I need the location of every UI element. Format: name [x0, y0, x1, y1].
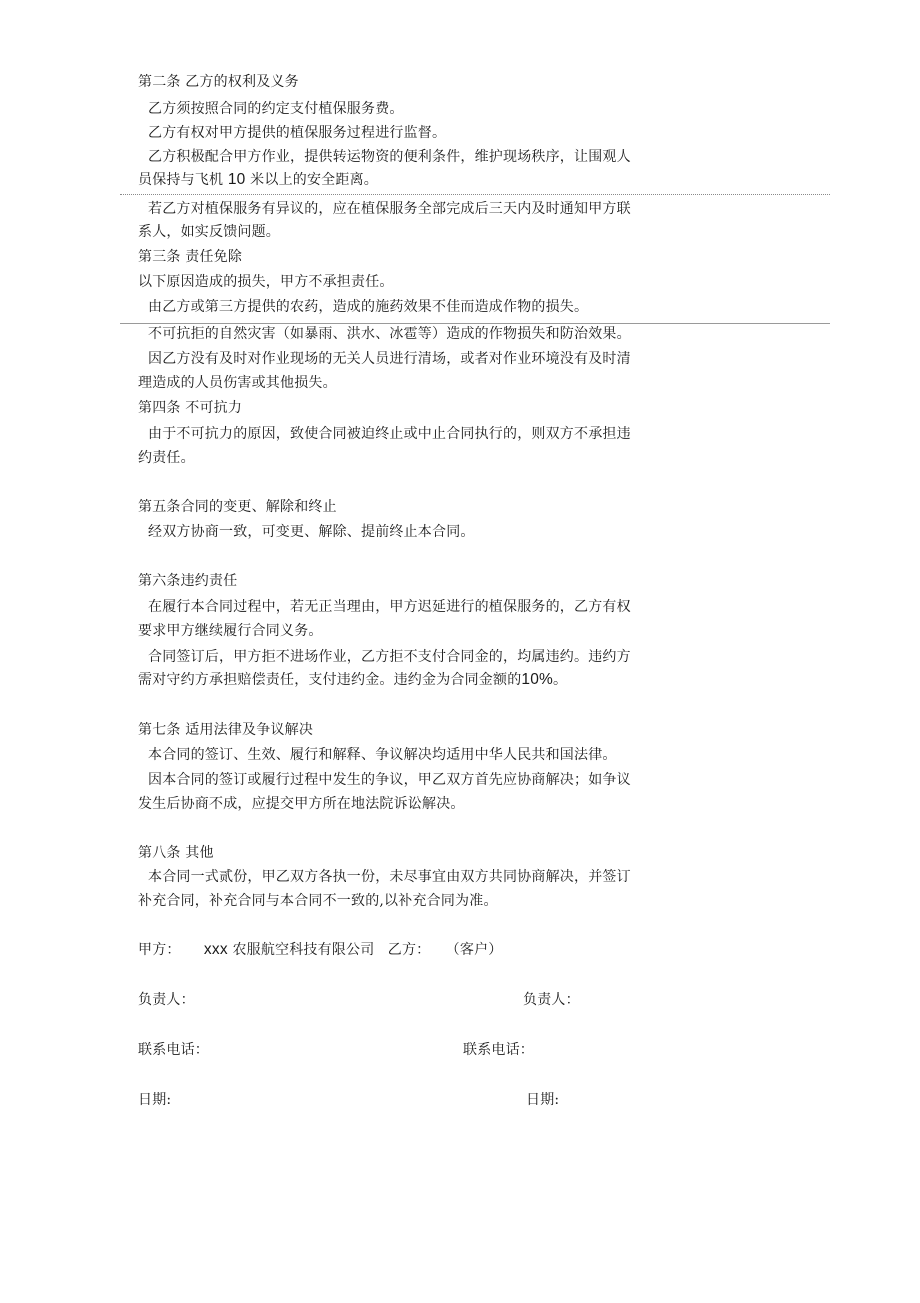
party-b-person-label: 负责人： — [523, 992, 580, 1008]
party-b-label: 乙方： — [387, 942, 431, 958]
party-b-date-label: 日期: — [526, 1092, 560, 1108]
article5-heading: 第五条合同的变更、解除和终止 — [138, 499, 337, 515]
article8-heading: 第八条 其他 — [138, 845, 214, 861]
party-a-date-label: 日期: — [138, 1092, 172, 1108]
party-b-name: （客户） — [445, 942, 503, 958]
article6-heading: 第六条违约责任 — [138, 573, 238, 589]
article6-clause2-text-b: 。 — [553, 672, 568, 688]
distance-number: 10 — [227, 171, 246, 188]
article2-clause2: 乙方有权对甲方提供的植保服务过程进行监督。 — [148, 125, 447, 141]
article3-heading: 第三条 责任免除 — [138, 249, 243, 265]
article6-clause2-line1: 合同签订后，甲方拒不进场作业，乙方拒不支付合同金的，均属违约。违约方 — [148, 649, 631, 665]
party-a-phone-label: 联系电话： — [138, 1042, 209, 1058]
article2-clause4-line1: 若乙方对植保服务有异议的，应在植保服务全部完成后三天内及时通知甲方联 — [148, 201, 631, 217]
article2-clause3-line1: 乙方积极配合甲方作业，提供转运物资的便利条件，维护现场秩序，让围观人 — [148, 149, 631, 165]
party-a-label: 甲方： — [138, 942, 181, 958]
article2-heading: 第二条 乙方的权利及义务 — [138, 74, 299, 90]
article7-clause1: 本合同的签订、生效、履行和解释、争议解决均适用中华人民共和国法律。 — [148, 747, 617, 763]
penalty-percentage: 10% — [521, 671, 554, 688]
article8-clause1-line1: 本合同一式贰份，甲乙双方各执一份，未尽事宜由双方共同协商解决，并签订 — [148, 869, 631, 885]
article6-clause2-text-a: 需对守约方承担赔偿责任，支付违约金。违约金为合同金额的 — [138, 672, 522, 688]
party-b-phone-label: 联系电话： — [463, 1042, 534, 1058]
article6-clause2-line2 — [138, 670, 567, 690]
article3-clause2: 不可抗拒的自然灾害（如暴雨、洪水、冰雹等）造成的作物损失和防治效果。 — [148, 326, 631, 342]
article2-clause3-line2 — [138, 170, 378, 190]
article6-clause1-line2: 要求甲方继续履行合同义务。 — [138, 623, 323, 639]
party-a-prefix: xxx — [203, 941, 228, 958]
article8-clause1-line2: 补充合同，补充合同与本合同不一致的,以补充合同为准。 — [138, 893, 498, 909]
article3-clause1: 由乙方或第三方提供的农药，造成的施药效果不佳而造成作物的损失。 — [148, 299, 589, 315]
article7-heading: 第七条 适用法律及争议解决 — [138, 722, 314, 738]
party-a-name: 农服航空科技有限公司 — [232, 942, 375, 958]
article5-clause1: 经双方协商一致，可变更、解除、提前终止本合同。 — [148, 524, 475, 540]
party-line — [138, 940, 502, 960]
article3-clause3-line1: 因乙方没有及时对作业现场的无关人员进行清场，或者对作业环境没有及时清 — [148, 351, 631, 367]
article7-clause2-line2: 发生后协商不成，应提交甲方所在地法院诉讼解决。 — [138, 796, 465, 812]
article6-clause1-line1: 在履行本合同过程中，若无正当理由，甲方迟延进行的植保服务的，乙方有权 — [148, 599, 631, 615]
article4-clause1-line1: 由于不可抗力的原因，致使合同被迫终止或中止合同执行的，则双方不承担违 — [148, 426, 631, 442]
party-a-person-label: 负责人： — [138, 992, 195, 1008]
article2-clause4-line2: 系人，如实反馈问题。 — [138, 224, 280, 240]
article4-heading: 第四条 不可抗力 — [138, 400, 243, 416]
article2-clause3-text-a: 员保持与飞机 — [138, 172, 224, 188]
article7-clause2-line1: 因本合同的签订或履行过程中发生的争议，甲乙双方首先应协商解决；如争议 — [148, 772, 631, 788]
article4-clause1-line2: 约责任。 — [138, 450, 195, 466]
page-break-divider — [120, 194, 830, 195]
article2-clause3-text-b: 米以上的安全距离。 — [250, 172, 378, 188]
article2-clause1: 乙方须按照合同的约定支付植保服务费。 — [148, 101, 404, 117]
article3-clause3-line2: 理造成的人员伤害或其他损失。 — [138, 375, 337, 391]
article3-intro: 以下原因造成的损失，甲方不承担责任。 — [138, 274, 394, 290]
